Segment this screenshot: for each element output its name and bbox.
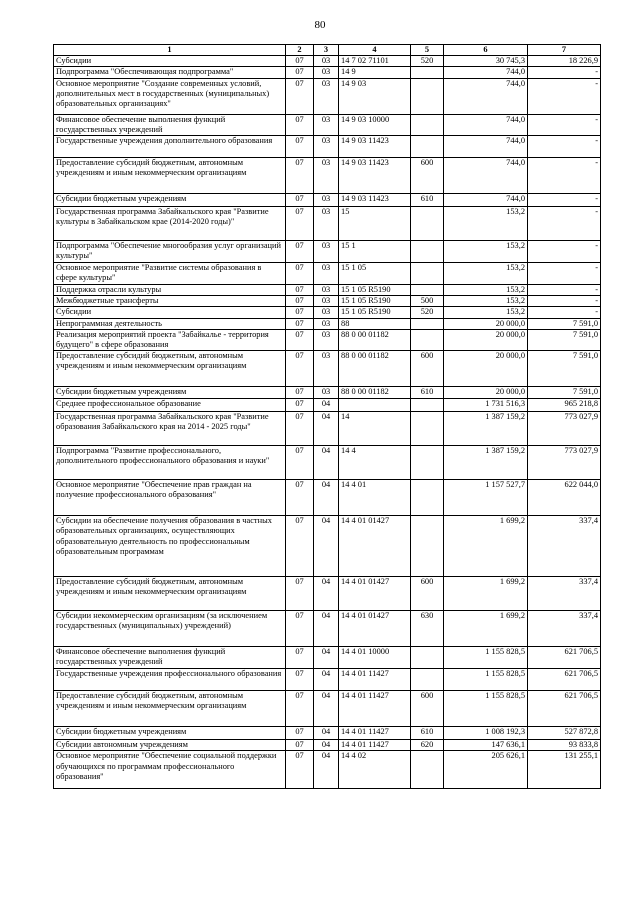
table-cell-col-7: - <box>528 78 601 114</box>
table-cell-col-1: Среднее профессиональное образование <box>54 399 286 412</box>
table-cell-col-4: 14 4 01 <box>339 480 411 516</box>
header-col-4: 4 <box>339 45 411 56</box>
table-cell-col-5 <box>411 285 444 296</box>
table-row <box>54 647 601 669</box>
table-cell-col-7: - <box>528 158 601 194</box>
table-cell-col-2: 07 <box>286 387 314 399</box>
table-cell-col-5 <box>411 241 444 263</box>
table-cell-col-1: Основное мероприятие "Обеспечение прав граждан на получение профессионального образования" <box>54 480 286 516</box>
table-cell-col-7: - <box>528 67 601 78</box>
table-cell-col-4: 15 1 05 R5190 <box>339 285 411 296</box>
table-cell-col-4: 14 4 01 11427 <box>339 740 411 751</box>
table-cell-col-6: 744,0 <box>444 136 528 158</box>
table-cell-col-5 <box>411 78 444 114</box>
table-cell-col-5: 610 <box>411 727 444 740</box>
table-row <box>54 351 601 387</box>
table-cell-col-6: 20 000,0 <box>444 351 528 387</box>
table-cell-col-5 <box>411 207 444 241</box>
table-cell-col-6: 1 699,2 <box>444 611 528 647</box>
table-cell-col-6: 744,0 <box>444 194 528 207</box>
table-cell-col-1: Подпрограмма "Обеспечение многообразия услуг организаций культуры" <box>54 241 286 263</box>
table-cell-col-7: 337,4 <box>528 611 601 647</box>
table-row <box>54 577 601 611</box>
table-cell-col-5: 600 <box>411 577 444 611</box>
header-col-6: 6 <box>444 45 528 56</box>
table-cell-col-5: 610 <box>411 194 444 207</box>
table-cell-col-6: 153,2 <box>444 263 528 285</box>
table-cell-col-1: Непрограммная деятельность <box>54 318 286 329</box>
table-cell-col-5 <box>411 647 444 669</box>
table-cell-col-5: 610 <box>411 387 444 399</box>
table-cell-col-6: 744,0 <box>444 78 528 114</box>
header-col-1: 1 <box>54 45 286 56</box>
table-row <box>54 329 601 350</box>
table-cell-col-4: 14 9 03 11423 <box>339 136 411 158</box>
table-cell-col-5 <box>411 412 444 446</box>
table-cell-col-2: 07 <box>286 114 314 135</box>
table-cell-col-3: 03 <box>314 329 339 350</box>
table-cell-col-3: 04 <box>314 740 339 751</box>
table-row <box>54 78 601 114</box>
table-row <box>54 516 601 577</box>
table-cell-col-5 <box>411 114 444 135</box>
table-cell-col-5: 520 <box>411 307 444 318</box>
table-cell-col-5 <box>411 329 444 350</box>
table-cell-col-6: 1 155 828,5 <box>444 647 528 669</box>
table-cell-col-6: 1 155 828,5 <box>444 669 528 691</box>
table-row <box>54 480 601 516</box>
table-cell-col-1: Государственная программа Забайкальского края "Развитие образования Забайкальского края на 2014 - 2025 годы" <box>54 412 286 446</box>
table-cell-col-6: 1 008 192,3 <box>444 727 528 740</box>
table-cell-col-3: 03 <box>314 318 339 329</box>
table-cell-col-1: Субсидии <box>54 56 286 67</box>
table-row <box>54 387 601 399</box>
table-cell-col-1: Основное мероприятие "Создание современных условий, дополнительных мест в государственных (муниципальных) образовательных организациях" <box>54 78 286 114</box>
table-cell-col-3: 03 <box>314 387 339 399</box>
table-cell-col-6: 20 000,0 <box>444 329 528 350</box>
table-cell-col-4: 14 4 01 10000 <box>339 647 411 669</box>
table-cell-col-3: 03 <box>314 67 339 78</box>
table-cell-col-3: 04 <box>314 611 339 647</box>
table-cell-col-3: 03 <box>314 78 339 114</box>
table-cell-col-1: Подпрограмма "Обеспечивающая подпрограмма" <box>54 67 286 78</box>
table-row <box>54 669 601 691</box>
table-cell-col-5: 620 <box>411 740 444 751</box>
table-cell-col-6: 744,0 <box>444 158 528 194</box>
table-cell-col-2: 07 <box>286 399 314 412</box>
table-cell-col-6: 20 000,0 <box>444 387 528 399</box>
table-cell-col-6: 1 157 527,7 <box>444 480 528 516</box>
table-row <box>54 399 601 412</box>
table-row <box>54 740 601 751</box>
table-cell-col-7: 965 218,8 <box>528 399 601 412</box>
table-cell-col-6: 30 745,3 <box>444 56 528 67</box>
table-cell-col-4: 14 9 03 11423 <box>339 158 411 194</box>
table-cell-col-5 <box>411 67 444 78</box>
table-cell-col-2: 07 <box>286 67 314 78</box>
table-cell-col-6: 1 387 159,2 <box>444 412 528 446</box>
table-row <box>54 318 601 329</box>
table-cell-col-6: 153,2 <box>444 307 528 318</box>
table-cell-col-6: 147 636,1 <box>444 740 528 751</box>
table-cell-col-5: 630 <box>411 611 444 647</box>
table-cell-col-4: 14 <box>339 412 411 446</box>
table-cell-col-4: 88 0 00 01182 <box>339 329 411 350</box>
table-cell-col-3: 04 <box>314 577 339 611</box>
table-cell-col-2: 07 <box>286 669 314 691</box>
table-cell-col-4: 14 4 01 11427 <box>339 727 411 740</box>
table-cell-col-7: 621 706,5 <box>528 669 601 691</box>
table-cell-col-4: 15 <box>339 207 411 241</box>
header-col-2: 2 <box>286 45 314 56</box>
table-cell-col-7: - <box>528 296 601 307</box>
header-col-3: 3 <box>314 45 339 56</box>
table-cell-col-3: 03 <box>314 114 339 135</box>
header-col-7: 7 <box>528 45 601 56</box>
table-cell-col-5 <box>411 480 444 516</box>
header-row <box>54 45 601 56</box>
table-cell-col-1: Основное мероприятие "Развитие системы образования в сфере культуры" <box>54 263 286 285</box>
table-cell-col-7: - <box>528 114 601 135</box>
table-row <box>54 307 601 318</box>
table-cell-col-6: 153,2 <box>444 207 528 241</box>
table-cell-col-4: 14 9 03 11423 <box>339 194 411 207</box>
table-cell-col-5 <box>411 399 444 412</box>
table-cell-col-4: 88 <box>339 318 411 329</box>
table-cell-col-6: 153,2 <box>444 296 528 307</box>
table-cell-col-7: 7 591,0 <box>528 351 601 387</box>
table-cell-col-4: 15 1 <box>339 241 411 263</box>
table-cell-col-6: 153,2 <box>444 285 528 296</box>
table-cell-col-1: Субсидии бюджетным учреждениям <box>54 194 286 207</box>
table-cell-col-3: 04 <box>314 669 339 691</box>
table-cell-col-4: 14 4 01 01427 <box>339 577 411 611</box>
table-cell-col-2: 07 <box>286 207 314 241</box>
table-cell-col-4: 15 1 05 R5190 <box>339 296 411 307</box>
table-cell-col-6: 744,0 <box>444 114 528 135</box>
table-row <box>54 691 601 727</box>
table-row <box>54 67 601 78</box>
table-cell-col-4: 14 4 <box>339 446 411 480</box>
table-cell-col-5: 600 <box>411 158 444 194</box>
table-cell-col-1: Межбюджетные трансферты <box>54 296 286 307</box>
table-cell-col-2: 07 <box>286 194 314 207</box>
table-cell-col-2: 07 <box>286 56 314 67</box>
table-cell-col-5: 520 <box>411 56 444 67</box>
table-cell-col-5: 600 <box>411 691 444 727</box>
table-cell-col-1: Субсидии автономным учреждениям <box>54 740 286 751</box>
table-cell-col-1: Финансовое обеспечение выполнения функций государственных учреждений <box>54 647 286 669</box>
table-cell-col-3: 04 <box>314 480 339 516</box>
table-row <box>54 194 601 207</box>
table-cell-col-1: Предоставление субсидий бюджетным, автономным учреждениям и иным некоммерческим организациям <box>54 577 286 611</box>
table-cell-col-3: 03 <box>314 194 339 207</box>
table-cell-col-7: 18 226,9 <box>528 56 601 67</box>
table-cell-col-3: 03 <box>314 296 339 307</box>
table-cell-col-7: 131 255,1 <box>528 751 601 789</box>
table-cell-col-2: 07 <box>286 727 314 740</box>
table-cell-col-5 <box>411 669 444 691</box>
table-cell-col-1: Государственные учреждения профессионального образования <box>54 669 286 691</box>
table-cell-col-4: 14 4 01 01427 <box>339 611 411 647</box>
table-cell-col-1: Финансовое обеспечение выполнения функций государственных учреждений <box>54 114 286 135</box>
table-cell-col-3: 03 <box>314 351 339 387</box>
table-cell-col-2: 07 <box>286 611 314 647</box>
page-number: 80 <box>314 19 326 31</box>
table-cell-col-3: 03 <box>314 241 339 263</box>
table-cell-col-2: 07 <box>286 577 314 611</box>
table-cell-col-6: 20 000,0 <box>444 318 528 329</box>
table-cell-col-1: Субсидии бюджетным учреждениям <box>54 727 286 740</box>
table-cell-col-4: 14 7 02 71101 <box>339 56 411 67</box>
table-cell-col-6: 1 155 828,5 <box>444 691 528 727</box>
table-row <box>54 263 601 285</box>
table-cell-col-2: 07 <box>286 136 314 158</box>
table-cell-col-7: - <box>528 194 601 207</box>
table-cell-col-1: Поддержка отрасли культуры <box>54 285 286 296</box>
table-cell-col-4: 14 9 03 <box>339 78 411 114</box>
table-cell-col-3: 04 <box>314 647 339 669</box>
table-cell-col-2: 07 <box>286 351 314 387</box>
table-cell-col-1: Субсидии <box>54 307 286 318</box>
table-cell-col-6: 1 387 159,2 <box>444 446 528 480</box>
table-cell-col-2: 07 <box>286 412 314 446</box>
table-cell-col-2: 07 <box>286 78 314 114</box>
table-cell-col-3: 03 <box>314 56 339 67</box>
table-cell-col-7: 7 591,0 <box>528 329 601 350</box>
table-cell-col-1: Основное мероприятие "Обеспечение социальной поддержки обучающихся по программам профессионального образования" <box>54 751 286 789</box>
table-row <box>54 136 601 158</box>
table-cell-col-1: Государственная программа Забайкальского края "Развитие культуры в Забайкальском крае (2014-2020 годы)" <box>54 207 286 241</box>
table-cell-col-3: 04 <box>314 691 339 727</box>
table-cell-col-4: 14 9 <box>339 67 411 78</box>
table-cell-col-5: 500 <box>411 296 444 307</box>
table-cell-col-5 <box>411 516 444 577</box>
table-cell-col-7: 773 027,9 <box>528 446 601 480</box>
table-cell-col-6: 1 699,2 <box>444 577 528 611</box>
table-cell-col-1: Государственные учреждения дополнительного образования <box>54 136 286 158</box>
table-cell-col-6: 205 626,1 <box>444 751 528 789</box>
table-cell-col-1: Предоставление субсидий бюджетным, автономным учреждениям и иным некоммерческим организациям <box>54 691 286 727</box>
table-cell-col-7: 7 591,0 <box>528 318 601 329</box>
table-cell-col-7: 7 591,0 <box>528 387 601 399</box>
table-cell-col-5 <box>411 446 444 480</box>
table-cell-col-7: 621 706,5 <box>528 691 601 727</box>
table-row <box>54 751 601 789</box>
table-cell-col-7: - <box>528 307 601 318</box>
table-cell-col-3: 04 <box>314 399 339 412</box>
table-cell-col-4: 14 4 01 01427 <box>339 516 411 577</box>
table-cell-col-3: 04 <box>314 446 339 480</box>
table-cell-col-5 <box>411 751 444 789</box>
table-cell-col-3: 03 <box>314 307 339 318</box>
table-cell-col-2: 07 <box>286 318 314 329</box>
table-row <box>54 241 601 263</box>
table-cell-col-2: 07 <box>286 241 314 263</box>
table-cell-col-1: Субсидии некоммерческим организациям (за исключением государственных (муниципальных) учреждений) <box>54 611 286 647</box>
table-cell-col-2: 07 <box>286 647 314 669</box>
table-cell-col-2: 07 <box>286 691 314 727</box>
table-cell-col-3: 04 <box>314 516 339 577</box>
table-row <box>54 412 601 446</box>
table-cell-col-6: 1 731 516,3 <box>444 399 528 412</box>
table-cell-col-1: Подпрограмма "Развитие профессионального, дополнительного профессионального образования и науки" <box>54 446 286 480</box>
table-cell-col-2: 07 <box>286 480 314 516</box>
table-cell-col-7: 527 872,8 <box>528 727 601 740</box>
table-cell-col-5 <box>411 136 444 158</box>
table-cell-col-7: 621 706,5 <box>528 647 601 669</box>
table-cell-col-2: 07 <box>286 751 314 789</box>
table-cell-col-6: 744,0 <box>444 67 528 78</box>
table-cell-col-7: - <box>528 241 601 263</box>
table-row <box>54 56 601 67</box>
table-cell-col-3: 04 <box>314 727 339 740</box>
table-cell-col-2: 07 <box>286 285 314 296</box>
table-row <box>54 158 601 194</box>
table-cell-col-4: 14 4 01 11427 <box>339 669 411 691</box>
table-cell-col-4: 14 9 03 10000 <box>339 114 411 135</box>
table-cell-col-4: 15 1 05 R5190 <box>339 307 411 318</box>
table-cell-col-3: 04 <box>314 412 339 446</box>
table-cell-col-7: 337,4 <box>528 577 601 611</box>
table-cell-col-3: 03 <box>314 263 339 285</box>
table-cell-col-1: Субсидии на обеспечение получения образования в частных образовательных организациях, осуществляющих образовательную деятельность по профессиональным образовательным программам <box>54 516 286 577</box>
table-cell-col-7: 622 044,0 <box>528 480 601 516</box>
table-cell-col-4: 88 0 00 01182 <box>339 351 411 387</box>
table-cell-col-2: 07 <box>286 307 314 318</box>
table-cell-col-4: 15 1 05 <box>339 263 411 285</box>
table-cell-col-7: - <box>528 263 601 285</box>
table-cell-col-1: Предоставление субсидий бюджетным, автономным учреждениям и иным некоммерческим организациям <box>54 351 286 387</box>
budget-table <box>53 44 601 789</box>
table-cell-col-2: 07 <box>286 516 314 577</box>
table-cell-col-6: 153,2 <box>444 241 528 263</box>
table-cell-col-2: 07 <box>286 296 314 307</box>
table-cell-col-5 <box>411 263 444 285</box>
table-cell-col-5 <box>411 318 444 329</box>
table-cell-col-3: 03 <box>314 285 339 296</box>
table-cell-col-2: 07 <box>286 329 314 350</box>
table-cell-col-7: 337,4 <box>528 516 601 577</box>
table-row <box>54 114 601 135</box>
table-cell-col-4: 14 4 02 <box>339 751 411 789</box>
table-cell-col-1: Предоставление субсидий бюджетным, автономным учреждениям и иным некоммерческим организациям <box>54 158 286 194</box>
table-cell-col-1: Субсидии бюджетным учреждениям <box>54 387 286 399</box>
table-row <box>54 296 601 307</box>
table-cell-col-3: 03 <box>314 158 339 194</box>
table-cell-col-4 <box>339 399 411 412</box>
table-cell-col-3: 03 <box>314 136 339 158</box>
table-row <box>54 727 601 740</box>
table-cell-col-7: - <box>528 207 601 241</box>
table-cell-col-6: 1 699,2 <box>444 516 528 577</box>
table-row <box>54 611 601 647</box>
table-cell-col-2: 07 <box>286 446 314 480</box>
table-cell-col-5: 600 <box>411 351 444 387</box>
table-cell-col-7: - <box>528 136 601 158</box>
table-cell-col-3: 04 <box>314 751 339 789</box>
table-cell-col-2: 07 <box>286 740 314 751</box>
table-cell-col-2: 07 <box>286 263 314 285</box>
table-body <box>54 56 601 789</box>
table-cell-col-3: 03 <box>314 207 339 241</box>
table-row <box>54 207 601 241</box>
table-row <box>54 446 601 480</box>
table-cell-col-4: 88 0 00 01182 <box>339 387 411 399</box>
table-row <box>54 285 601 296</box>
table-cell-col-4: 14 4 01 11427 <box>339 691 411 727</box>
header-col-5: 5 <box>411 45 444 56</box>
table-cell-col-1: Реализация мероприятий проекта "Забайкалье - территория будущего" в сфере образования <box>54 329 286 350</box>
table-cell-col-2: 07 <box>286 158 314 194</box>
table-cell-col-7: 773 027,9 <box>528 412 601 446</box>
table-cell-col-7: 93 833,8 <box>528 740 601 751</box>
table-cell-col-7: - <box>528 285 601 296</box>
